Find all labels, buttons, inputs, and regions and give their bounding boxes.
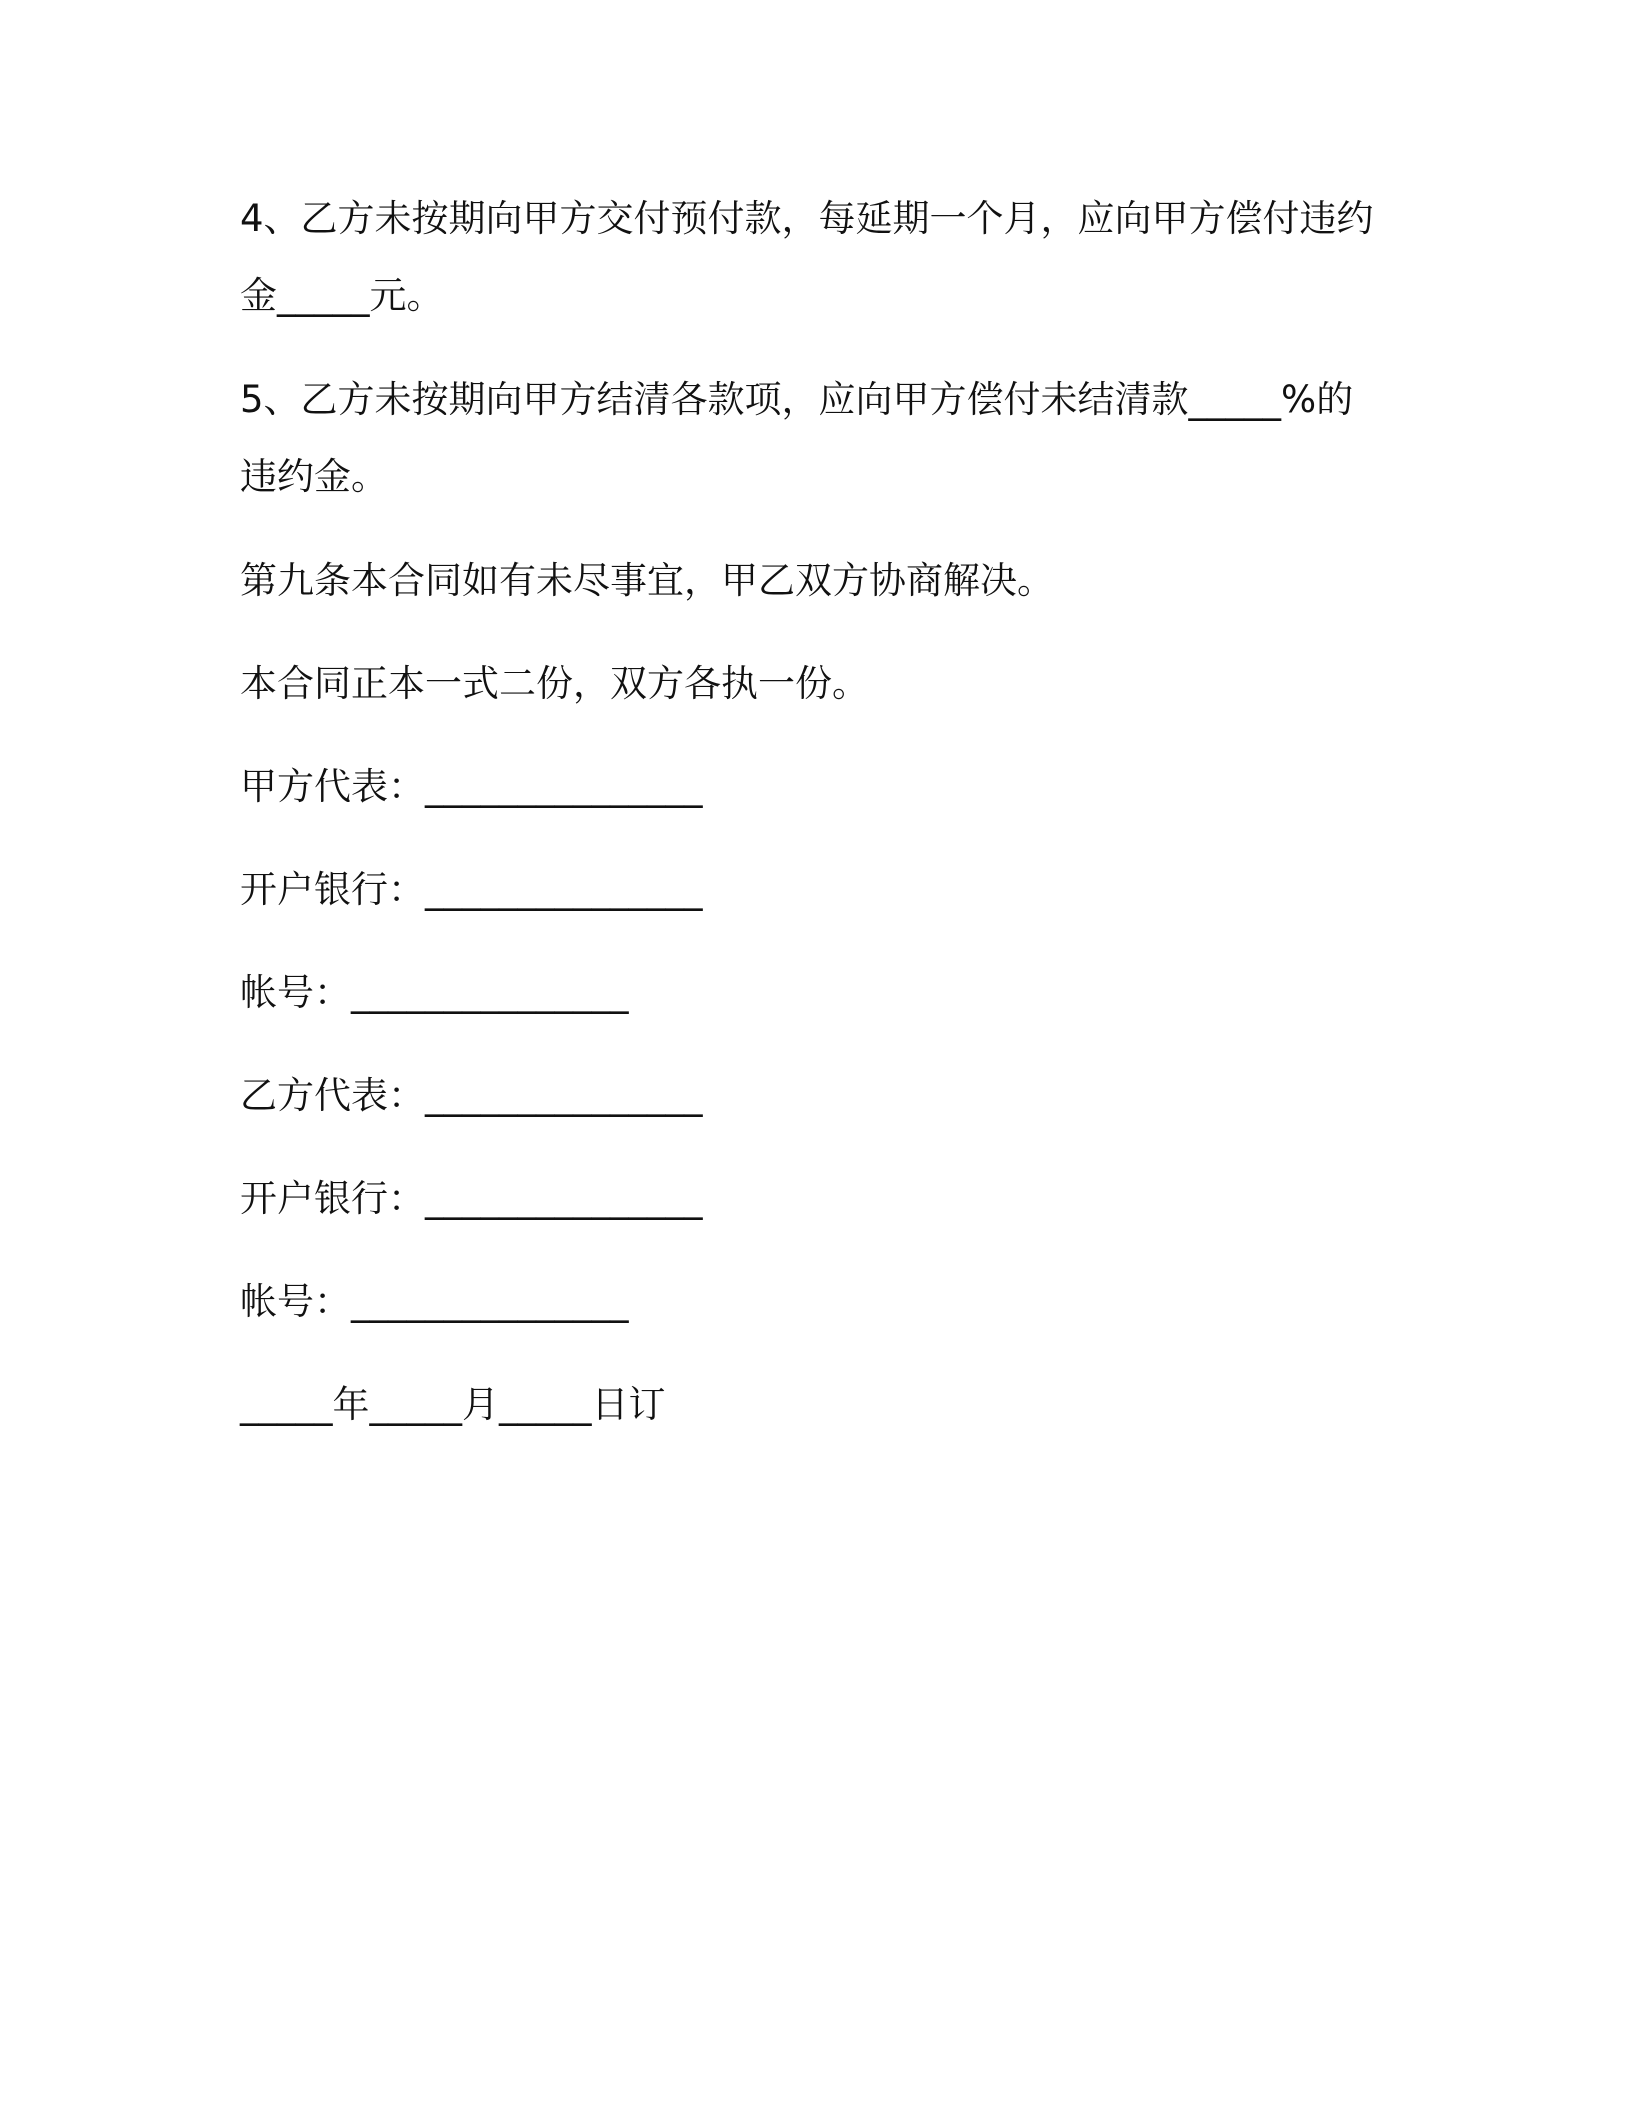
- clause-5-line-2: 违约金。: [240, 455, 388, 498]
- party-b-account: 帐号：_______________: [240, 1280, 629, 1323]
- clause-5-line-1: 5、乙方未按期向甲方结清各款项，应向甲方偿付未结清款_____%的: [240, 378, 1354, 421]
- article-9: 第九条本合同如有未尽事宜，甲乙双方协商解决。: [240, 559, 1054, 602]
- party-a-representative: 甲方代表：_______________: [240, 765, 703, 808]
- signing-date: _____年_____月_____日订: [240, 1383, 666, 1426]
- party-b-bank: 开户银行：_______________: [240, 1177, 703, 1220]
- clause-4-line-2: 金_____元。: [240, 274, 444, 317]
- clause-4-line-1: 4、乙方未按期向甲方交付预付款，每延期一个月，应向甲方偿付违约: [240, 197, 1374, 240]
- party-a-bank: 开户银行：_______________: [240, 868, 703, 911]
- copies-statement: 本合同正本一式二份，双方各执一份。: [240, 662, 869, 705]
- party-a-account: 帐号：_______________: [240, 971, 629, 1014]
- party-b-representative: 乙方代表：_______________: [240, 1074, 703, 1117]
